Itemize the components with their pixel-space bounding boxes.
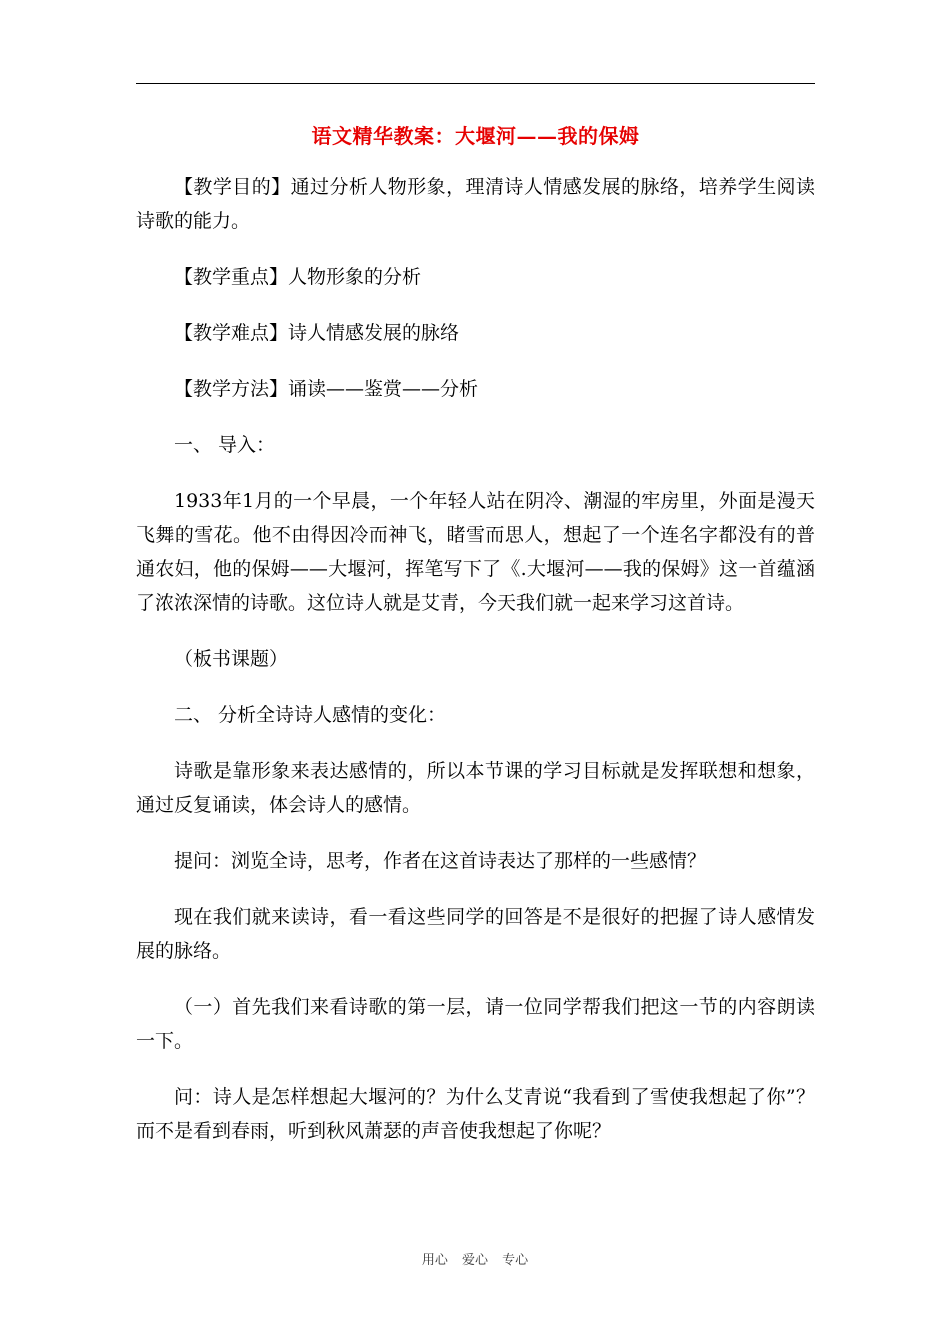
paragraph-question-snow: 问：诗人是怎样想起大堰河的？为什么艾青说“我看到了雪使我想起了你”？而不是看到春雨，听到秋风萧瑟的声音使我想起了你呢？	[136, 1086, 815, 1142]
paragraph-blackboard-note: （板书课题）	[174, 648, 289, 670]
paragraph-first-layer: （一）首先我们来看诗歌的第一层，请一位同学帮我们把这一节的内容朗读一下。	[136, 996, 815, 1052]
document-body	[136, 170, 815, 1170]
document-title: 语文精华教案：大堰河——我的保姆	[311, 124, 640, 148]
header-rule	[136, 83, 815, 84]
paragraph-learning-goal: 诗歌是靠形象来表达感情的，所以本节课的学习目标就是发挥联想和想象，通过反复诵读，体会诗人的感情。	[136, 760, 815, 816]
section-heading-analysis: 二、 分析全诗诗人感情的变化：	[174, 704, 447, 726]
paragraph-introduction-story: 1933年1月的一个早晨，一个年轻人站在阴冷、潮湿的牢房里，外面是漫天飞舞的雪花。他不由得因冷而神飞，睹雪而思人，想起了一个连名字都没有的普通农妇，他的保姆——大堰河，挥笔写下了《.大堰河——我的保姆》这一首蕴涵了浓浓深情的诗歌。这位诗人就是艾青，今天我们就一起来学习这首诗。	[136, 490, 815, 614]
paragraph-teaching-objective: 【教学目的】通过分析人物形象，理清诗人情感发展的脉络，培养学生阅读诗歌的能力。	[136, 176, 815, 232]
page-footer: 用心 爱心 专心	[421, 1253, 529, 1268]
paragraph-question-overview: 提问：浏览全诗，思考，作者在这首诗表达了那样的一些感情？	[174, 850, 707, 872]
paragraph-teaching-method: 【教学方法】诵读——鉴赏——分析	[174, 378, 479, 400]
paragraph-teaching-difficulty: 【教学难点】诗人情感发展的脉络	[174, 322, 460, 344]
paragraph-read-poem: 现在我们就来读诗，看一看这些同学的回答是不是很好的把握了诗人感情发展的脉络。	[136, 906, 815, 962]
section-heading-introduction: 一、 导入：	[174, 434, 276, 456]
paragraph-teaching-focus: 【教学重点】人物形象的分析	[174, 266, 422, 288]
